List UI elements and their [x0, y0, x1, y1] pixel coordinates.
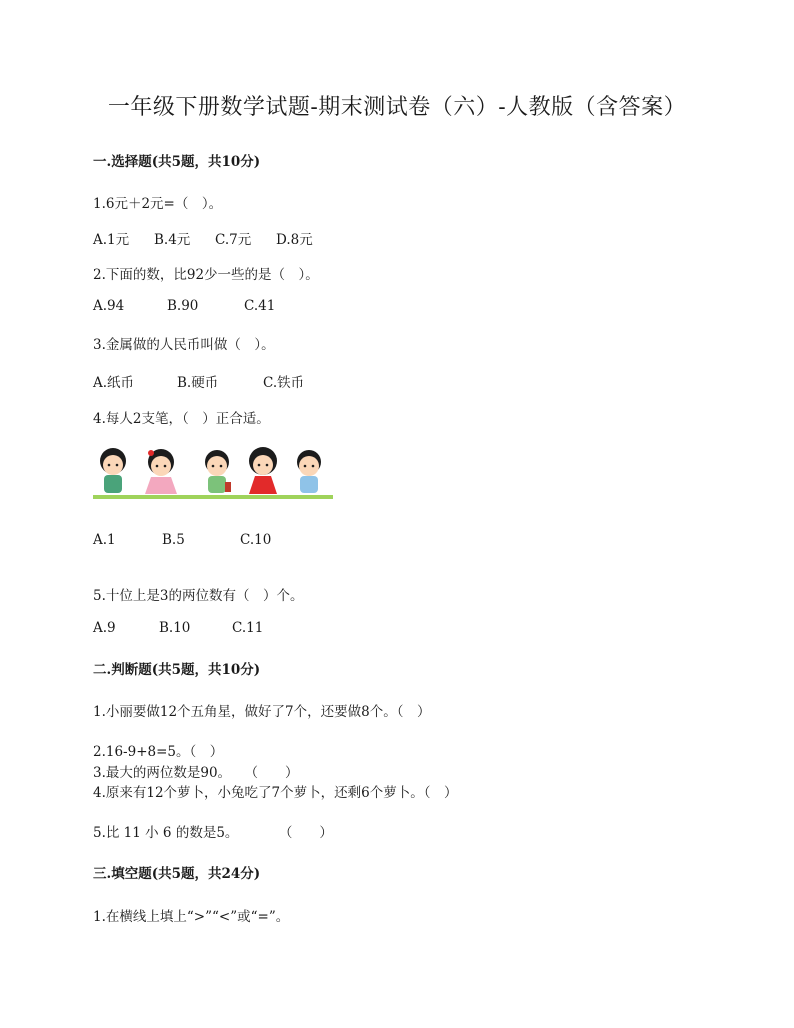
question-options [93, 532, 271, 548]
question-text: 4.原来有12个萝卜，小兔吃了7个萝卜，还剩6个萝卜。（ ） [93, 785, 458, 801]
child-boy-icon [297, 450, 321, 493]
option-a: A.9 [93, 620, 116, 636]
option-a: A.94 [93, 298, 125, 314]
option-b: B.5 [162, 532, 185, 548]
question-text: 3.金属做的人民币叫做（ ）。 [93, 337, 275, 353]
question-text: 5.十位上是3的两位数有（ ）个。 [93, 588, 304, 604]
question-text: 1.在横线上填上“>”“<”或“=”。 [93, 909, 290, 925]
question-options [93, 620, 263, 636]
section-heading-judgment: 二.判断题(共5题，共10分) [93, 662, 261, 678]
option-a: A.1 [93, 532, 116, 548]
option-c: C.铁币 [263, 375, 305, 391]
question-options [93, 371, 304, 391]
question-options [93, 228, 313, 248]
question-text: 2.下面的数，比92少一些的是（ ）。 [93, 267, 319, 283]
question-options [93, 298, 275, 314]
option-c: C.11 [232, 620, 264, 636]
ground-strip [93, 495, 333, 499]
section-heading-fill-blank: 三.填空题(共5题，共24分) [93, 866, 261, 882]
option-a: A.1元 [93, 232, 130, 248]
option-b: B.10 [159, 620, 191, 636]
option-c: C.41 [244, 298, 276, 314]
option-c: C.7元 [215, 232, 252, 248]
child-girl-icon [249, 447, 277, 494]
page-title: 一年级下册数学试题-期末测试卷（六）-人教版（含答案） [107, 95, 687, 120]
question-text: 2.16-9+8=5。（ ） [93, 744, 224, 760]
child-girl-icon [145, 449, 177, 494]
question-text: 3.最大的两位数是90。 （ ） [93, 765, 299, 781]
question-text: 1.小丽要做12个五角星，做好了7个，还要做8个。（ ） [93, 704, 431, 720]
option-b: B.硬币 [177, 375, 219, 391]
option-b: B.4元 [154, 232, 191, 248]
option-c: C.10 [240, 532, 272, 548]
option-d: D.8元 [276, 232, 313, 248]
child-boy-icon [205, 450, 231, 493]
option-a: A.纸币 [93, 375, 135, 391]
section-heading-choice: 一.选择题(共5题，共10分) [93, 154, 261, 170]
question-text: 1.6元＋2元=（ ）。 [93, 196, 223, 212]
question-text: 4.每人2支笔，（ ）正合适。 [93, 411, 270, 427]
option-b: B.90 [167, 298, 199, 314]
children-illustration [93, 444, 333, 500]
question-text: 5.比 11 小 6 的数是5。 （ ） [93, 825, 333, 841]
child-boy-icon [100, 448, 126, 493]
